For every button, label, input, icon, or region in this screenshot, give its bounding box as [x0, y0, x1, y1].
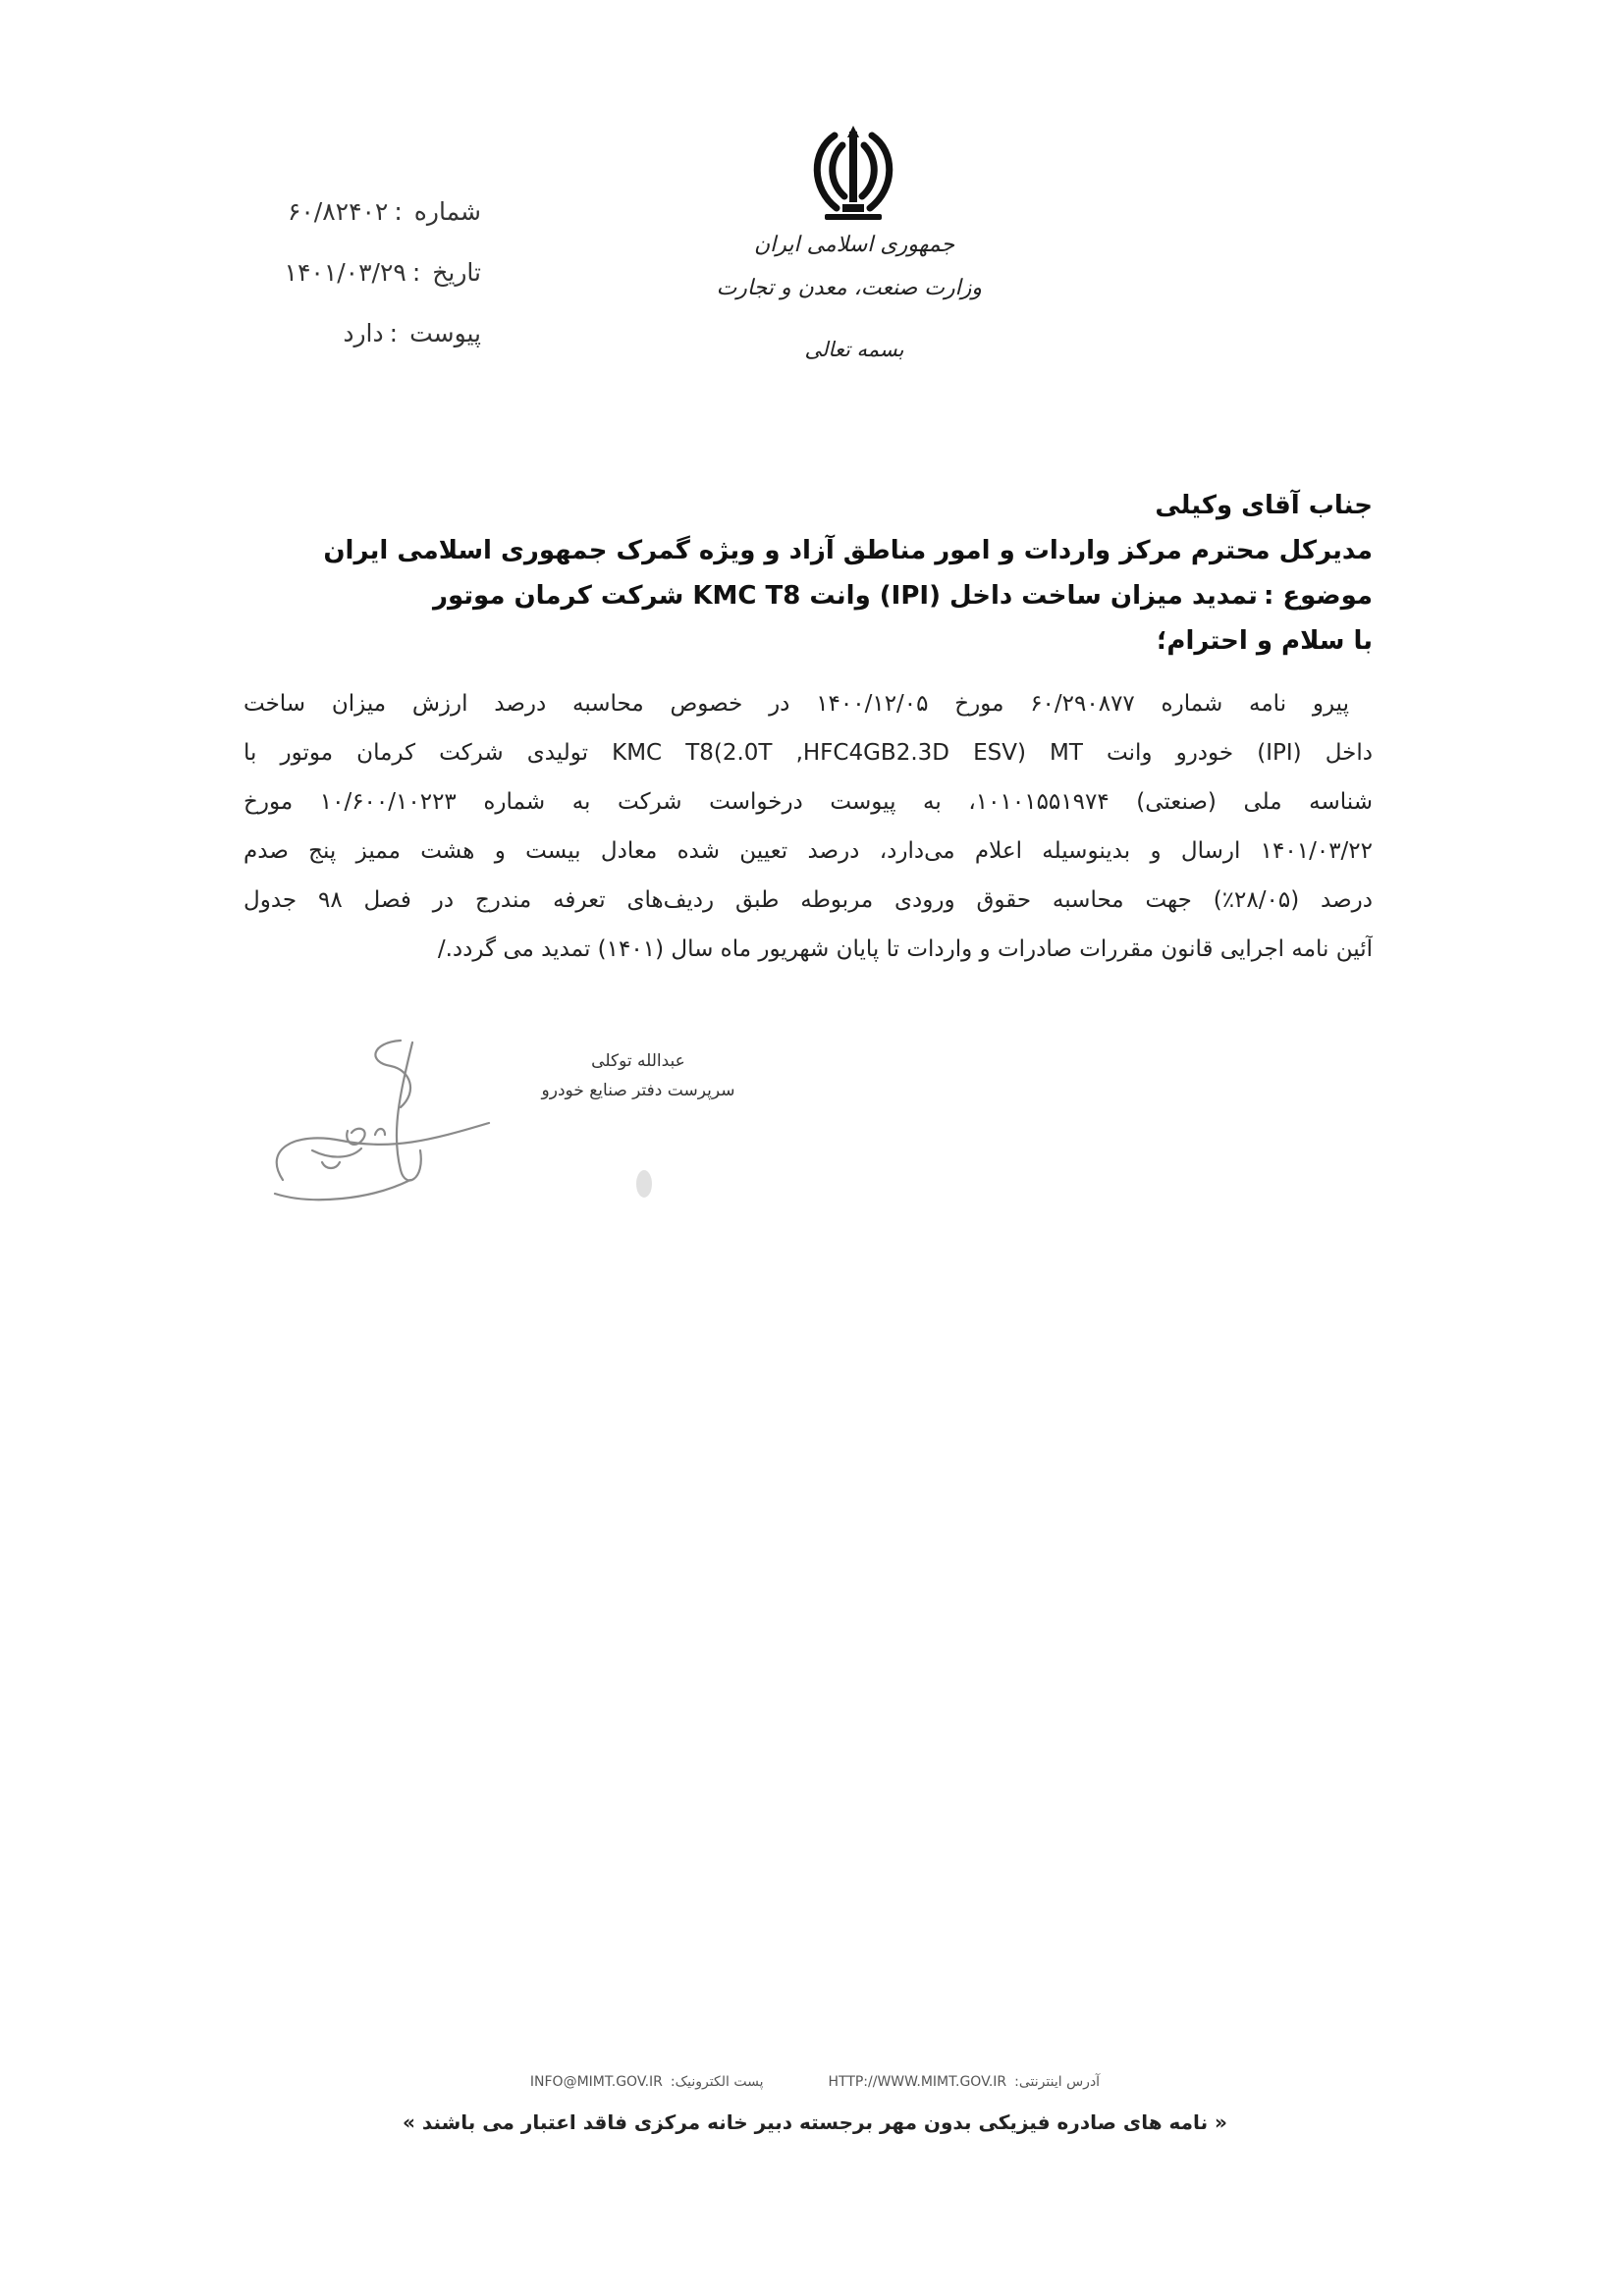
footer-email-label: پست الکترونیک:	[670, 2074, 764, 2090]
footer-contact	[393, 2074, 1237, 2090]
footer-email-value: INFO@MIMT.GOV.IR	[529, 2074, 663, 2090]
body-line: درصد (۲۸/۰۵٪) جهت محاسبه حقوق ورودی مربوطه طبق ردیف‌های تعرفه مندرج در فصل ۹۸ جدول	[244, 887, 1373, 913]
stamp-mark-icon	[624, 1164, 664, 1203]
body-line: شناسه ملی (صنعتی) ۱۰۱۰۱۵۵۱۹۷۴، به پیوست درخواست شرکت به شماره ۱۰/۶۰۰/۱۰۲۲۳ مورخ	[244, 789, 1373, 815]
letter-number: شماره:۶۰/۸۲۴۰۲	[287, 197, 481, 226]
footer-notice: « نامه های صادره فیزیکی بدون مهر برجسته دبیر خانه مرکزی فاقد اعتبار می باشند »	[403, 2110, 1227, 2134]
letterhead-ministry: وزارت صنعت، معدن و تجارت	[716, 276, 982, 300]
signer-name: عبدالله توکلی	[591, 1051, 685, 1071]
body-line: پیرو نامه شماره ۶۰/۲۹۰۸۷۷ مورخ ۱۴۰۰/۱۲/۰۵ در خصوص محاسبه درصد ارزش میزان ساخت	[244, 691, 1349, 717]
letterhead-country: جمهوری اسلامی ایران	[753, 233, 955, 257]
subject-line	[293, 573, 1373, 618]
signer-block	[511, 1046, 766, 1105]
letter-date: تاریخ:۱۴۰۱/۰۳/۲۹	[284, 258, 481, 287]
body-line: ۱۴۰۱/۰۳/۲۲ ارسال و بدینوسیله اعلام می‌دارد، درصد تعیین شده معادل بیست و هشت ممیز پنج صدم	[244, 838, 1373, 864]
letterhead-bismillah: بسمه تعالی	[804, 338, 904, 361]
letter-meta	[187, 192, 481, 375]
recipient-name: جناب آقای وکیلی	[1155, 491, 1373, 520]
recipient-title: مدیرکل محترم مرکز واردات و امور مناطق آزاد و ویژه گمرک جمهوری اسلامی ایران	[323, 536, 1373, 565]
letter-number-value: ۶۰/۸۲۴۰۲	[287, 197, 389, 226]
footer-website-value: HTTP://WWW.MIMT.GOV.IR	[828, 2074, 1007, 2090]
letter-date-value: ۱۴۰۱/۰۳/۲۹	[284, 258, 406, 287]
greeting: با سلام و احترام؛	[1156, 626, 1373, 656]
letterhead	[716, 224, 982, 371]
letter-number-label: شماره	[413, 197, 481, 226]
subject-label: موضوع :	[1263, 581, 1373, 611]
letter-body	[244, 679, 1373, 974]
subject-text: تمدید میزان ساخت داخل (IPI) وانت KMC T8 شرکت کرمان موتور	[433, 581, 1258, 611]
iran-emblem-icon	[805, 124, 901, 222]
letter-attachment-value: دارد	[343, 319, 384, 347]
body-line: آئین نامه اجرایی قانون مقررات صادرات و واردات تا پایان شهریور ماه سال (۱۴۰۱) تمدید می گردد./	[437, 936, 1373, 962]
signature-icon	[253, 1033, 509, 1209]
signer-title: سرپرست دفتر صنایع خودرو	[541, 1081, 735, 1100]
addressee-block	[293, 483, 1373, 664]
letter-attachment: پیوست:دارد	[343, 319, 481, 347]
letter-attachment-label: پیوست	[409, 319, 481, 347]
letter-date-label: تاریخ	[432, 258, 481, 287]
footer-website-label: آدرس اینترنتی:	[1014, 2074, 1101, 2090]
body-line: داخل (IPI) خودرو وانت KMC T8(2.0T ,HFC4GB2.3D ESV) MT تولیدی شرکت کرمان موتور با	[244, 740, 1373, 766]
